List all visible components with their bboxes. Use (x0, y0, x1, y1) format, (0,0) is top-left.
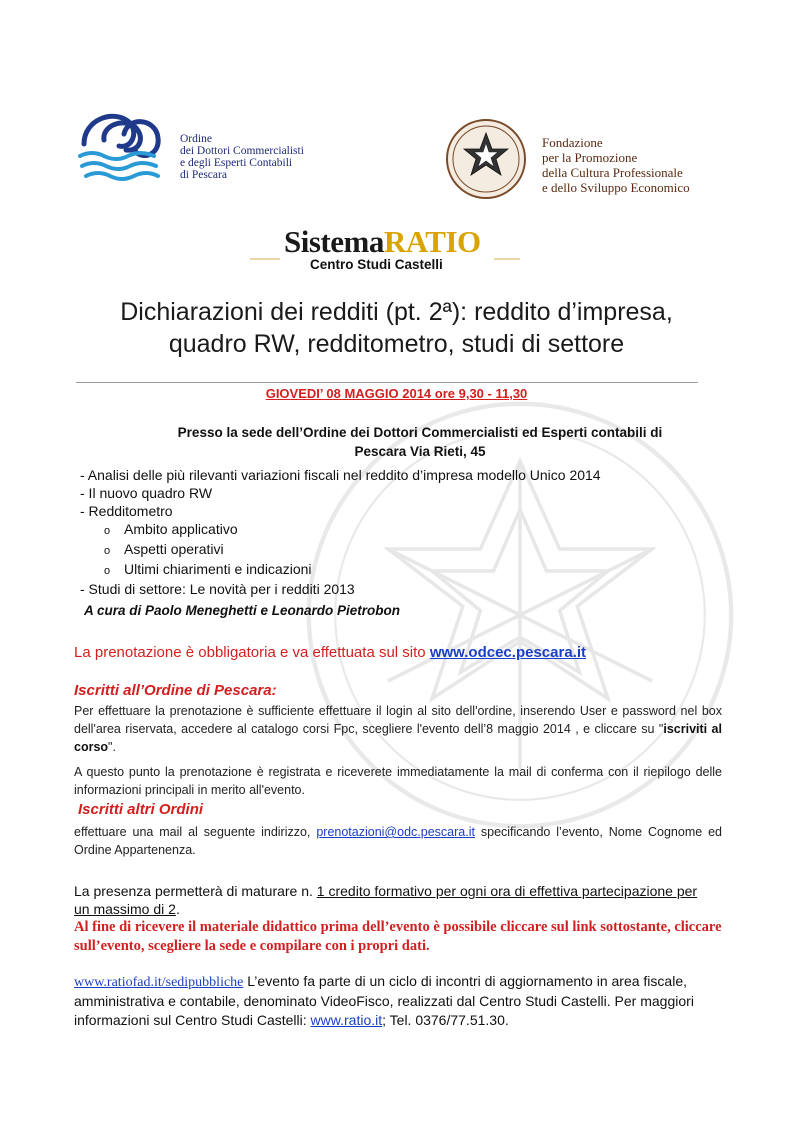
odcec-name (180, 133, 304, 181)
members-p1-bold: iscriviti al corso (74, 722, 722, 754)
members-heading: Iscritti all’Ordine di Pescara: (74, 682, 277, 699)
title-line: Dichiarazioni dei redditi (pt. 2ª): reddito d’impresa, (120, 298, 673, 326)
brand-part-sistema: Sistema (284, 224, 384, 259)
event-date: GIOVEDI’ 08 MAGGIO 2014 ore 9,30 - 11,30 (265, 386, 528, 401)
sistema-ratio-brand (250, 224, 520, 278)
title-divider (76, 382, 698, 383)
footer-text-2: ; Tel. 0376/77.51.30. (382, 1012, 509, 1028)
sub-topic-label: Ambito applicativo (124, 521, 238, 537)
sub-topics-list (80, 520, 601, 580)
sub-bullet: o (104, 545, 111, 557)
title-line: quadro RW, redditometro, studi di settore (168, 330, 625, 358)
booking-note (74, 644, 586, 661)
fondazione-line: e dello Sviluppo Economico (542, 180, 690, 195)
brand-left-rule (250, 258, 280, 260)
odcec-line: e degli Esperti Contabili (180, 157, 293, 169)
credit-note (74, 882, 714, 918)
members-p1-start: Per effettuare la prenotazione è sufficiente effettuare il login al sito dell'ordine, inserendo User e password nel box dell'area riservata, accedere al catalogo corsi Fpc, scegliere l'evento dell’8 maggio 2014 , e cliccare su " (74, 704, 722, 736)
topic-item: - Studi di settore: Le novità per i redditi 2013 (80, 581, 355, 597)
fondazione-name (542, 135, 690, 195)
odcec-line: Ordine (180, 133, 212, 145)
fondazione-seal-icon (446, 119, 526, 199)
others-heading: Iscritti altri Ordini (78, 801, 204, 818)
topic-item: - Redditometro (80, 503, 173, 519)
brand-right-rule (494, 258, 520, 260)
topic-item: - Analisi delle più rilevanti variazioni fiscali nel reddito d’impresa modello Unico 2014 (80, 467, 601, 483)
booking-email-link[interactable]: prenotazioni@odc.pescara.it (316, 825, 475, 839)
material-note: Al fine di ricevere il materiale didattico prima dell’evento è possibile cliccare sul link sottostante, cliccare sull’evento, scegliere la sede e compilare con i propri dati. (74, 919, 722, 954)
venue-line: Pescara Via Rieti, 45 (354, 444, 486, 459)
others-p-start: effettuare una mail al seguente indirizzo, (74, 825, 317, 839)
sub-topic-item (104, 540, 601, 560)
sub-topic-label: Aspetti operativi (124, 541, 224, 557)
credit-end: . (175, 901, 180, 917)
booking-text: La prenotazione è obbligatoria e va effettuata sul sito (74, 644, 430, 661)
fondazione-line: della Cultura Professionale (542, 165, 683, 180)
members-paragraph-1 (74, 702, 722, 756)
event-venue (80, 423, 760, 461)
ratiofad-link[interactable]: www.ratiofad.it/sedipubbliche (74, 975, 244, 990)
booking-site-link[interactable]: www.odcec.pescara.it (429, 644, 586, 661)
sub-topic-item (104, 560, 601, 580)
odcec-logo-icon (74, 104, 166, 190)
venue-line: Presso la sede dell’Ordine dei Dottori Commercialisti ed Esperti contabili di (177, 425, 663, 440)
members-paragraph-2: A questo punto la prenotazione è registrata e riceverete immediatamente la mail di conferma con il riepilogo delle informazioni principali in merito all'evento. (74, 765, 722, 797)
credit-start: La presenza permetterà di maturare n. (74, 883, 317, 899)
sub-topic-label: Ultimi chiarimenti e indicazioni (124, 561, 312, 577)
odcec-line: dei Dottori Commercialisti (180, 145, 304, 157)
odcec-line: di Pescara (180, 169, 227, 181)
members-p1-end: ". (108, 740, 116, 754)
credit-underlined: 1 credito formativo per ogni ora di effettiva partecipazione per un massimo di 2 (74, 883, 698, 917)
footer-paragraph (74, 972, 724, 1030)
topics-list (80, 466, 601, 598)
others-p-end: specificando l’evento, Nome Cognome ed Ordine Appartenenza. (74, 825, 723, 857)
sub-bullet: o (104, 525, 111, 537)
topic-item: - Il nuovo quadro RW (80, 485, 213, 501)
footer-text-1: L’evento fa parte di un ciclo di incontri di aggiornamento in area fiscale, amministrativa e contabile, denominato VideoFisco, realizzati dal Centro Studi Castelli. Per maggiori informazioni sul Centro Studi Castelli: (74, 973, 694, 1028)
fondazione-line: Fondazione (542, 135, 603, 150)
curated-by: A cura di Paolo Meneghetti e Leonardo Pietrobon (84, 603, 401, 618)
fondazione-line: per la Promozione (542, 150, 638, 165)
brand-wordmark (284, 224, 481, 260)
document-title (40, 296, 753, 360)
topic-subitems (80, 520, 601, 580)
sub-bullet: o (104, 565, 111, 577)
ratio-link[interactable]: www.ratio.it (310, 1012, 383, 1028)
sub-topic-item (104, 520, 601, 540)
others-paragraph (74, 823, 722, 859)
brand-part-ratio: RATIO (383, 224, 481, 259)
brand-subtitle: Centro Studi Castelli (310, 257, 443, 272)
